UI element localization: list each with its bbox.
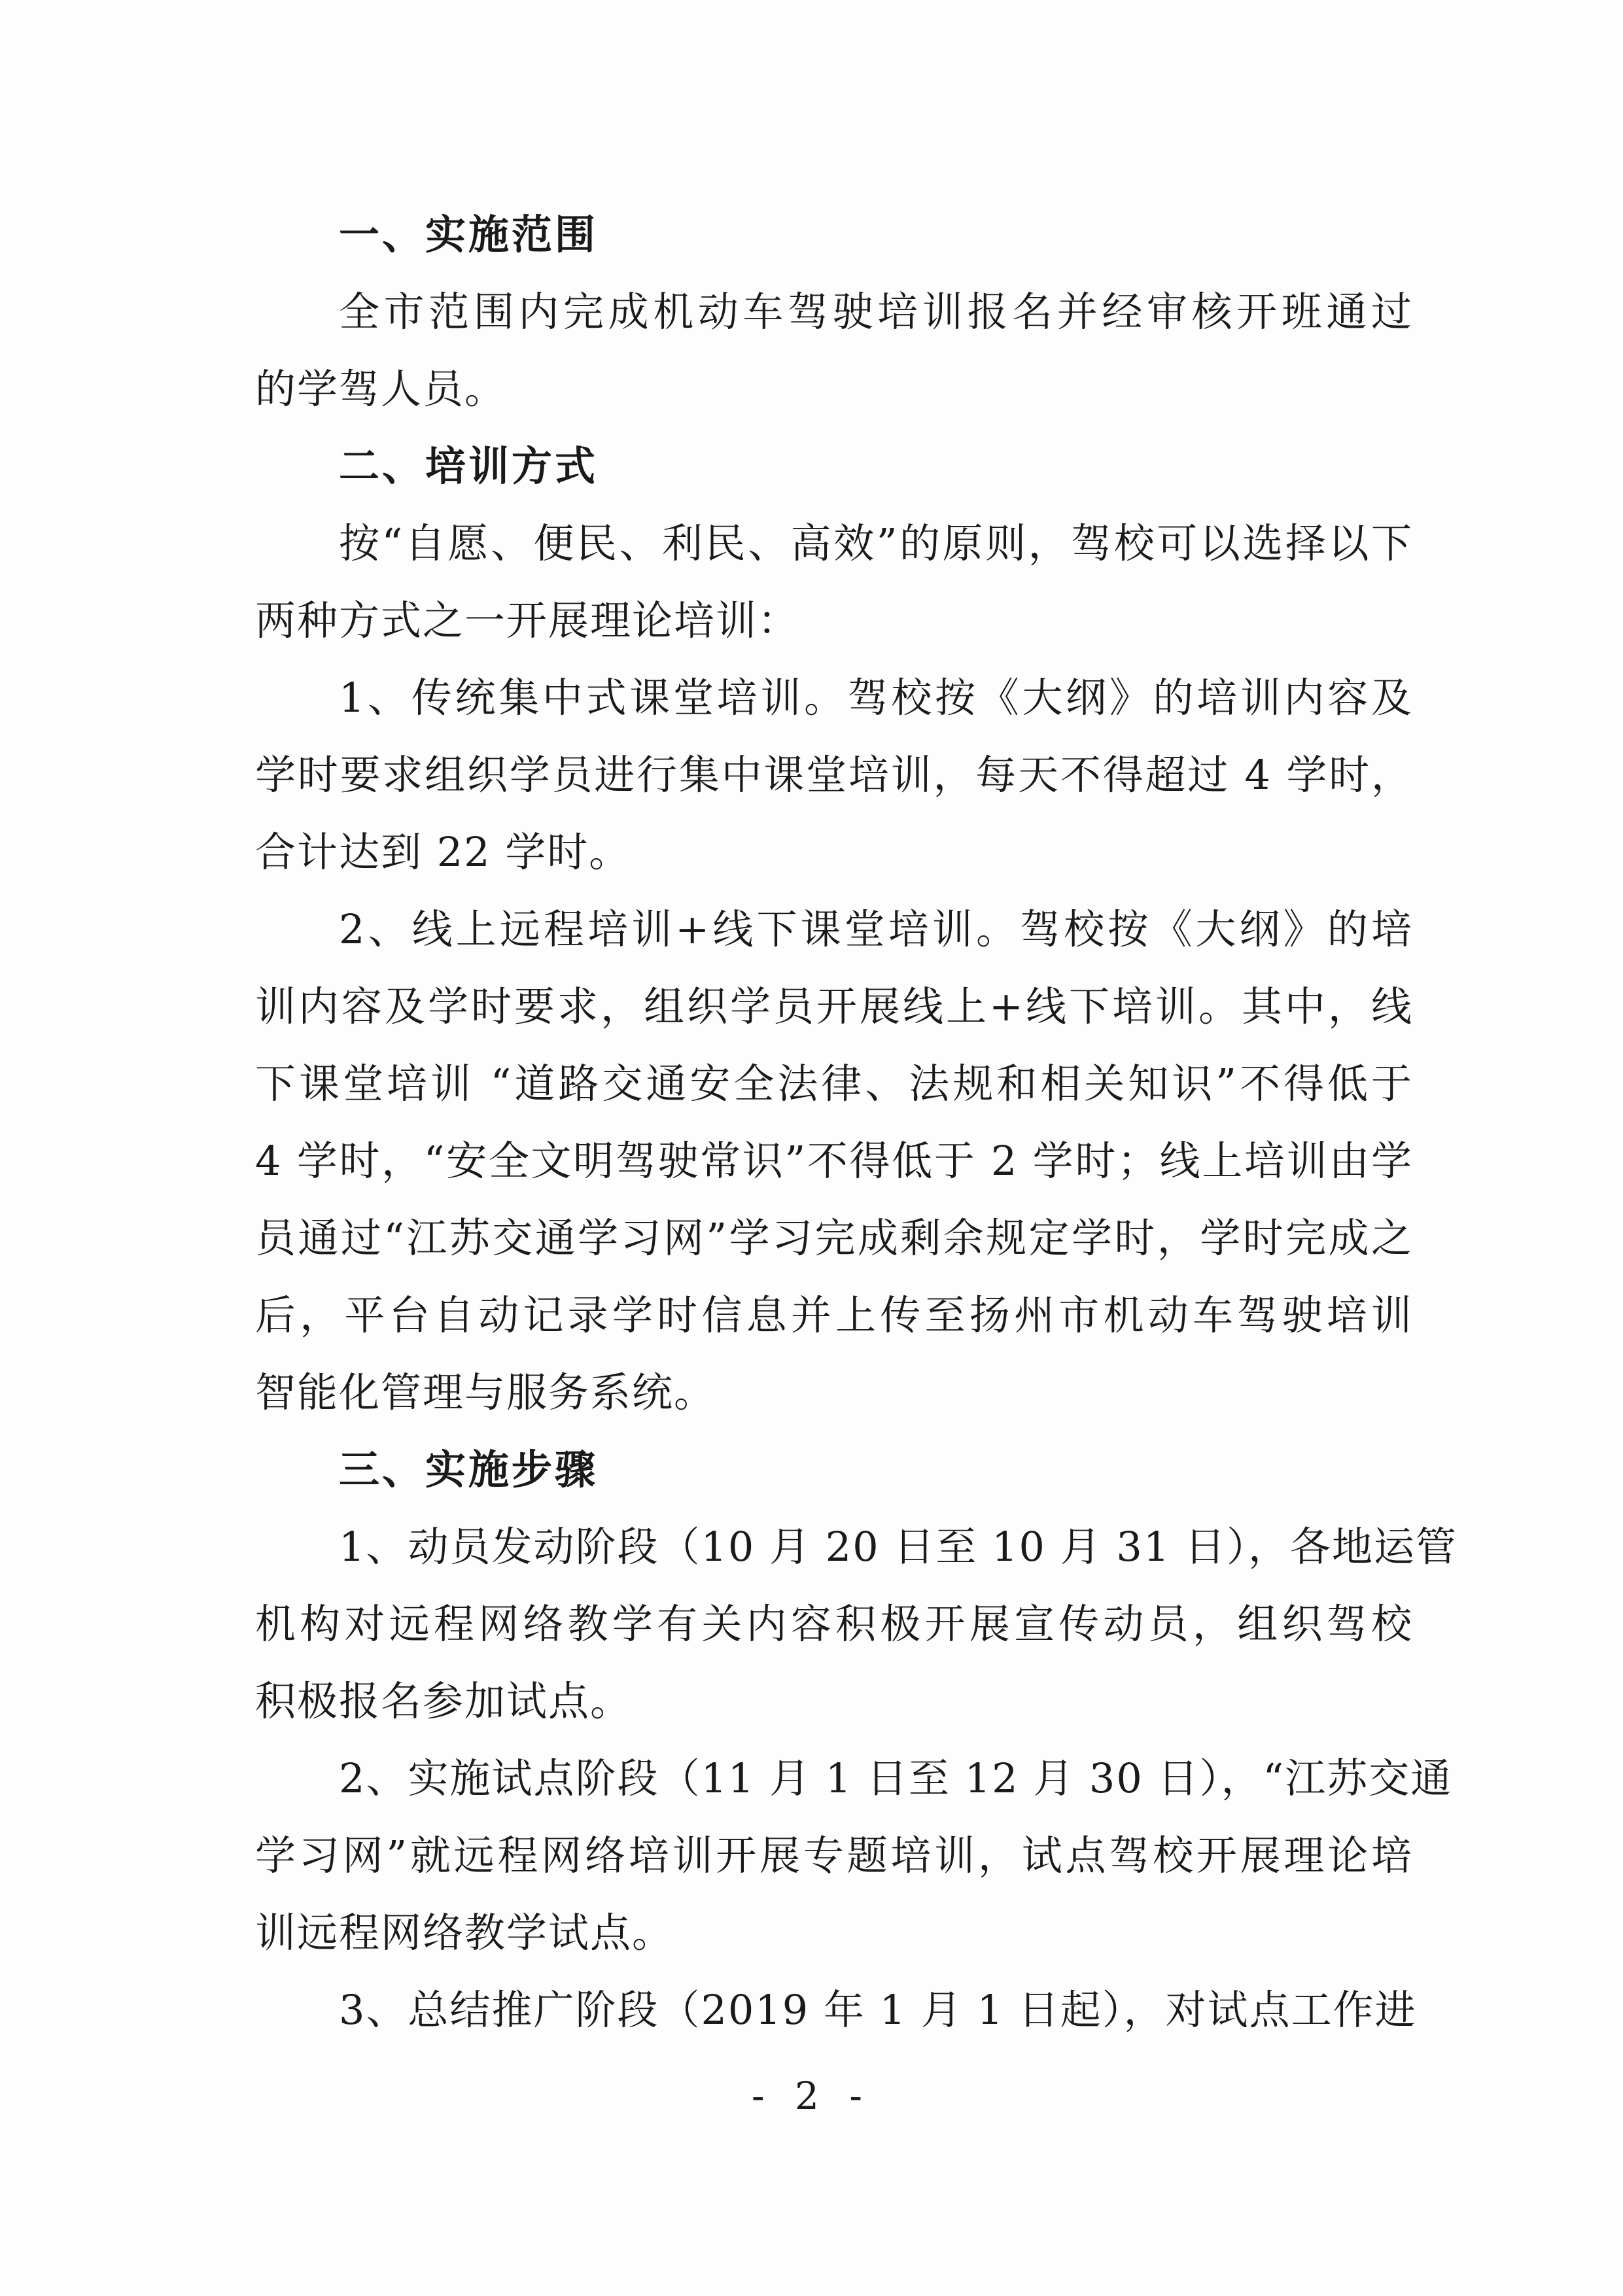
paragraph-line: 后，平台自动记录学时信息并上传至扬州市机动车驾驶培训: [255, 1291, 1413, 1339]
page-number: - 2 -: [752, 2074, 871, 2118]
paragraph-line: 下课堂培训 “道路交通安全法律、法规和相关知识”不得低于: [255, 1060, 1413, 1107]
paragraph-line: 4 学时，“安全文明驾驶常识”不得低于 2 学时；线上培训由学: [255, 1137, 1413, 1185]
document-body: [255, 196, 1457, 2049]
paragraph-line: 2、线上远程培训+线下课堂培训。驾校按《大纲》的培: [339, 905, 1413, 953]
paragraph-line: 2、实施试点阶段（11 月 1 日至 12 月 30 日），“江苏交通: [339, 1754, 1453, 1802]
paragraph-line: 学习网”就远程网络培训开展专题培训，试点驾校开展理论培: [255, 1832, 1413, 1879]
paragraph-line: 全市范围内完成机动车驾驶培训报名并经审核开班通过: [339, 288, 1413, 336]
paragraph-line: 1、传统集中式课堂培训。驾校按《大纲》的培训内容及: [339, 674, 1413, 722]
paragraph-line: 的学驾人员。: [255, 365, 507, 413]
section-heading-implementation-steps: 三、实施步骤: [339, 1446, 599, 1493]
paragraph-line: 按“自愿、便民、利民、高效”的原则，驾校可以选择以下: [339, 519, 1413, 567]
paragraph-line: 两种方式之一开展理论培训：: [255, 597, 800, 644]
paragraph-line: 合计达到 22 学时。: [255, 828, 631, 876]
paragraph-line: 训内容及学时要求，组织学员开展线上+线下培训。其中，线: [255, 983, 1413, 1030]
paragraph-line: 员通过“江苏交通学习网”学习完成剩余规定学时，学时完成之: [255, 1214, 1413, 1262]
paragraph-line: 积极报名参加试点。: [255, 1677, 633, 1725]
paragraph-line: 3、总结推广阶段（2019 年 1 月 1 日起），对试点工作进: [339, 1986, 1417, 2034]
section-heading-training-method: 二、培训方式: [339, 442, 599, 490]
paragraph-line: 机构对远程网络教学有关内容积极开展宣传动员，组织驾校: [255, 1600, 1413, 1648]
paragraph-line: 智能化管理与服务系统。: [255, 1368, 716, 1416]
paragraph-line: 训远程网络教学试点。: [255, 1909, 674, 1957]
section-heading-scope: 一、实施范围: [339, 211, 599, 258]
paragraph-line: 1、动员发动阶段（10 月 20 日至 10 月 31 日），各地运管: [339, 1523, 1457, 1571]
paragraph-line: 学时要求组织学员进行集中课堂培训，每天不得超过 4 学时，: [255, 751, 1413, 799]
